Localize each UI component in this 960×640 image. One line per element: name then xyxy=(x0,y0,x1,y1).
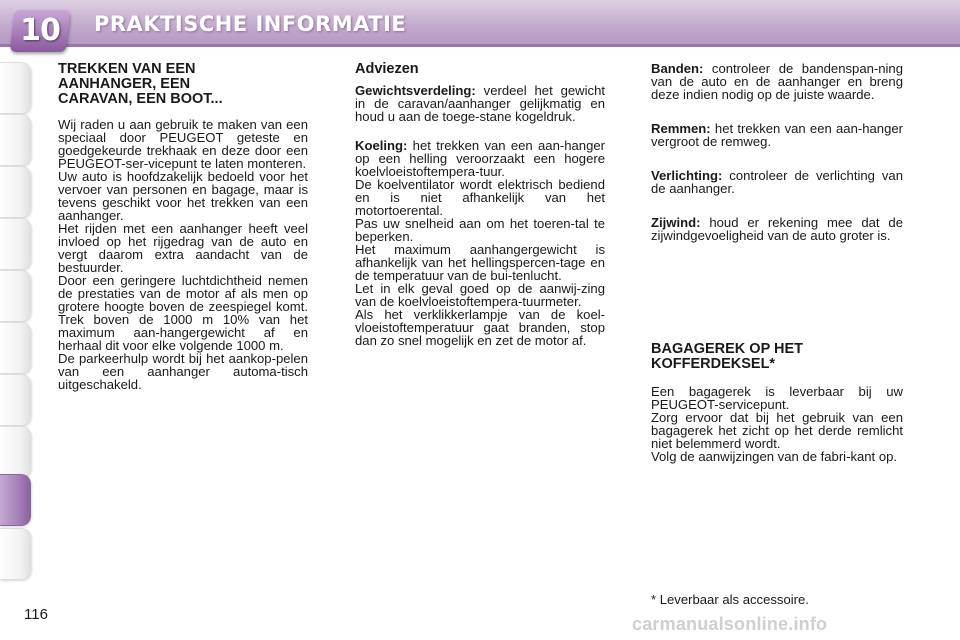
chapter-tabs xyxy=(0,62,34,582)
advice-paragraph: Het maximum aanhangergewicht is afhankelijk van het hellingspercen-tage en de temperatuur van de bui-tenlucht. xyxy=(355,242,605,283)
advice-paragraph: Pas uw snelheid aan om het toeren-tal te beperken. xyxy=(355,216,605,244)
towing-heading xyxy=(58,62,308,107)
wind-advice xyxy=(651,216,903,242)
brakes-text: het trekken van een aan-hanger vergroot de remweg. xyxy=(651,121,903,149)
tyres-text: controleer de bandenspan-ning van de auto en de aanhanger en breng deze indien nodig op de juiste waarde. xyxy=(651,61,903,102)
chapter-tab-8[interactable] xyxy=(0,426,31,478)
weight-advice xyxy=(355,84,605,123)
brakes-advice xyxy=(651,122,903,148)
brakes-term: Remmen: xyxy=(651,121,711,136)
middle-column xyxy=(355,62,605,347)
chapter-tab-2[interactable] xyxy=(0,114,31,166)
accessory-footnote: * Leverbaar als accessoire. xyxy=(651,592,809,607)
chapter-tab-5[interactable] xyxy=(0,270,31,322)
chapter-tab-10-active[interactable] xyxy=(0,474,31,526)
watermark: carmanualsonline.info xyxy=(632,614,828,634)
tyres-advice xyxy=(651,62,903,101)
advice-paragraph: Als het verklikkerlampje van de koel-vloeistoftemperatuur gaat branden, stop dan zo snel mogelijk en zet de motor af. xyxy=(355,307,605,348)
towing-heading-line: CARAVAN, EEN BOOT... xyxy=(58,91,223,107)
wind-term: Zijwind: xyxy=(651,215,701,230)
weight-text: verdeel het gewicht in de caravan/aanhanger gelijkmatig en houd u aan de toege-stane kogeldruk. xyxy=(355,83,605,124)
cooling-advice xyxy=(355,139,605,178)
roof-rack-paragraph: Een bagagerek is leverbaar bij uw PEUGEOT-servicepunt. xyxy=(651,384,903,412)
towing-paragraph: Het rijden met een aanhanger heeft veel invloed op het rijgedrag van de auto en vergt daarom extra aandacht van de bestuurder. xyxy=(58,221,308,275)
towing-paragraph: Wij raden u aan gebruik te maken van een speciaal door PEUGEOT geteste en goedgekeurde trekhaak en deze door een PEUGEOT-ser-vicepunt te laten monteren. xyxy=(58,117,308,171)
cooling-text: het trekken van een aan-hanger op een helling veroorzaakt een hogere koelvloeistoftempera-tuur. xyxy=(355,138,605,179)
chapter-tab-11[interactable] xyxy=(0,528,31,580)
chapter-tab-6[interactable] xyxy=(0,322,31,374)
chapter-tab-3[interactable] xyxy=(0,166,31,218)
header-divider xyxy=(0,44,960,47)
page-number: 116 xyxy=(24,606,48,623)
left-column xyxy=(58,62,308,391)
advice-heading: Adviezen xyxy=(355,61,419,77)
towing-paragraph: Uw auto is hoofdzakelijk bedoeld voor het vervoer van personen en bagage, maar is tevens geschikt voor het trekken van een aanhanger. xyxy=(58,169,308,223)
chapter-number: 10 xyxy=(20,13,60,48)
towing-paragraph: Door een geringere luchtdichtheid nemen de prestaties van de motor af als men op grotere hoogte boven de zeespiegel komt. Trek boven de 1000 m 10% van het maximum aan-hangergewicht af en herhaal dit voor elke volgende 1000 m. xyxy=(58,273,308,353)
lights-text: controleer de verlichting van de aanhanger. xyxy=(651,168,903,196)
chapter-tab-7[interactable] xyxy=(0,374,31,426)
lights-advice xyxy=(651,169,903,195)
roof-rack-heading-line: KOFFERDEKSEL* xyxy=(651,356,776,372)
advice-paragraph: De koelventilator wordt elektrisch bediend en is niet afhankelijk van het motortoerental. xyxy=(355,177,605,218)
chapter-title: PRAKTISCHE INFORMATIE xyxy=(94,12,407,36)
weight-term: Gewichtsverdeling: xyxy=(355,83,476,98)
towing-heading-line: AANHANGER, EEN xyxy=(58,76,191,92)
tyres-term: Banden: xyxy=(651,61,704,76)
roof-rack-heading xyxy=(651,342,903,372)
towing-heading-line: TREKKEN VAN EEN xyxy=(58,61,196,77)
chapter-tab-1[interactable] xyxy=(0,62,31,114)
wind-text: houd er rekening mee dat de zijwindgevoeligheid van de auto groter is. xyxy=(651,215,903,243)
right-column xyxy=(651,62,903,463)
advice-paragraph: Let in elk geval goed op de aanwij-zing van de koelvloeistoftempera-tuurmeter. xyxy=(355,281,605,309)
roof-rack-paragraph: Volg de aanwijzingen van de fabri-kant op. xyxy=(651,449,898,464)
roof-rack-heading-line: BAGAGEREK OP HET xyxy=(651,341,804,357)
towing-paragraph: De parkeerhulp wordt bij het aankop-pelen van een aanhanger automa-tisch uitgeschakeld. xyxy=(58,351,308,392)
cooling-term: Koeling: xyxy=(355,138,408,153)
roof-rack-paragraph: Zorg ervoor dat bij het gebruik van een bagagerek het zicht op het derde remlicht niet belemmerd wordt. xyxy=(651,410,903,451)
lights-term: Verlichting: xyxy=(651,168,723,183)
chapter-tab-4[interactable] xyxy=(0,218,31,270)
